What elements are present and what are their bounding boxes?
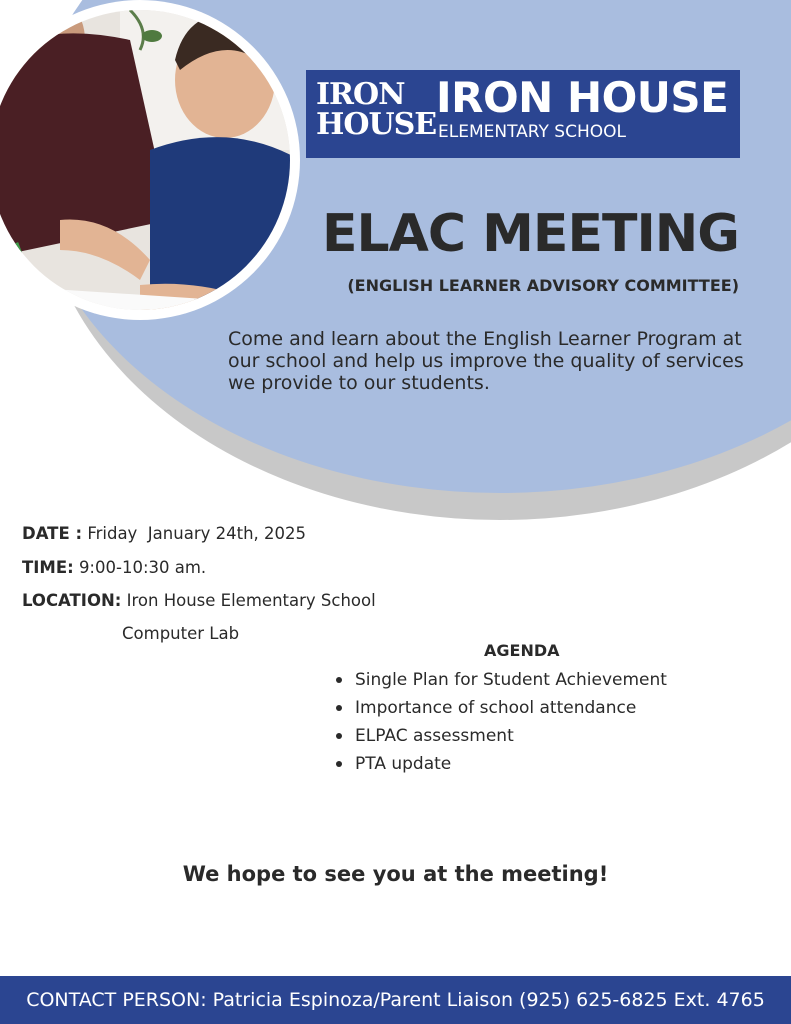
agenda-item: Importance of school attendance bbox=[336, 694, 667, 722]
time-line bbox=[22, 558, 206, 577]
time-value: 9:00-10:30 am. bbox=[78, 558, 207, 577]
agenda-item: Single Plan for Student Achievement bbox=[336, 666, 667, 694]
school-subtitle: ELEMENTARY SCHOOL bbox=[438, 122, 626, 142]
closing-message: We hope to see you at the meeting! bbox=[182, 862, 609, 886]
time-label: TIME: bbox=[22, 558, 74, 577]
location-line bbox=[22, 591, 376, 610]
date-line bbox=[22, 524, 306, 543]
school-logo-banner bbox=[306, 70, 740, 158]
agenda-list bbox=[336, 666, 667, 778]
location-room: Computer Lab bbox=[122, 624, 240, 643]
agenda-item: ELPAC assessment bbox=[336, 722, 667, 750]
agenda-item: PTA update bbox=[336, 750, 667, 778]
event-title: ELAC MEETING bbox=[322, 204, 739, 264]
date-value: Friday January 24th, 2025 bbox=[87, 524, 307, 543]
logo-mark-top: IRON bbox=[316, 77, 405, 112]
event-subtitle: (ENGLISH LEARNER ADVISORY COMMITTEE) bbox=[347, 276, 739, 295]
location-value: Iron House Elementary School bbox=[126, 591, 376, 610]
contact-bar: CONTACT PERSON: Patricia Espinoza/Parent Liaison (925) 625-6825 Ext. 4765 bbox=[0, 976, 791, 1024]
school-logo-mark bbox=[316, 77, 437, 148]
date-label: DATE : bbox=[22, 524, 83, 543]
agenda-title: AGENDA bbox=[484, 641, 560, 660]
school-name: IRON HOUSE bbox=[436, 73, 729, 122]
location-label: LOCATION: bbox=[22, 591, 122, 610]
logo-mark-bottom: HOUSE bbox=[316, 107, 437, 142]
event-intro: Come and learn about the English Learner Program at our school and help us improve the quality of services we provide to our students. bbox=[228, 328, 744, 394]
